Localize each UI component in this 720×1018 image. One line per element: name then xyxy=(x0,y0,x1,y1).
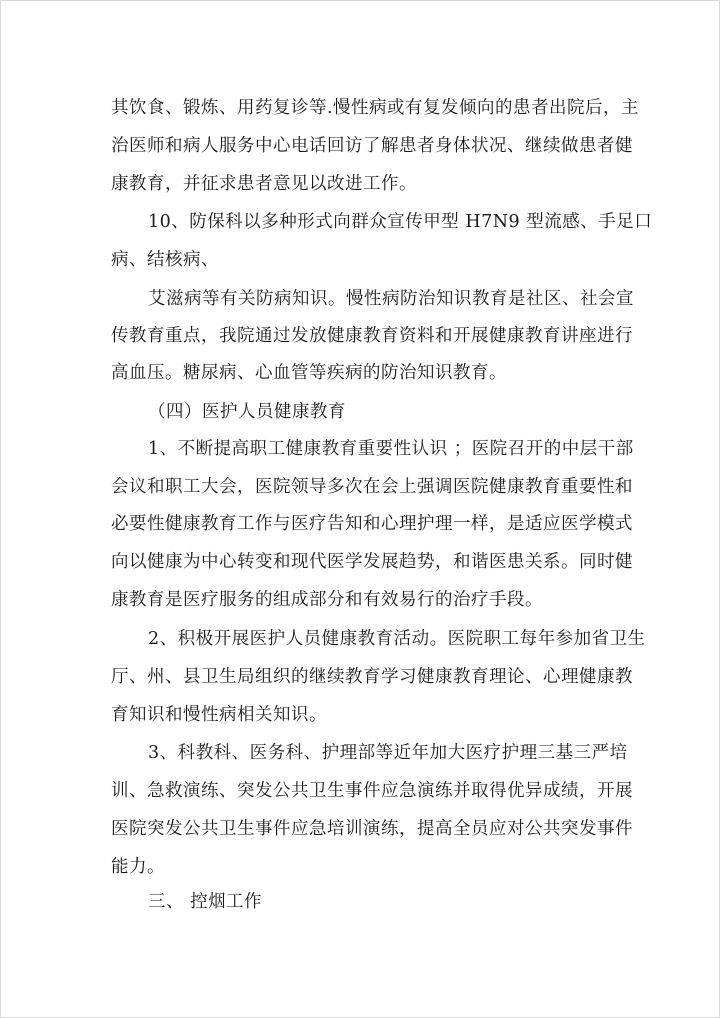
text-line: 治医师和病人服务中心电话回访了解患者身体状况、继续做患者健 xyxy=(111,136,633,156)
text-line: 必要性健康教育工作与医疗告知和心理护理一样，是适应医学模式 xyxy=(111,514,633,534)
text-line: 康教育是医疗服务的组成部分和有效易行的治疗手段。 xyxy=(111,590,543,610)
text-line: 其饮食、锻炼、用药复诊等.慢性病或有复发倾向的患者出院后，主 xyxy=(111,98,640,118)
text-line: 艾滋病等有关防病知识。慢性病防治知识教育是社区、社会宣 xyxy=(148,289,634,309)
text-line: 向以健康为中心转变和现代医学发展趋势，和谐医患关系。同时健 xyxy=(111,552,633,572)
text-line: 高血压。糖尿病、心血管等疾病的防治知识教育。 xyxy=(111,363,507,383)
text-line: 厅、州、县卫生局组织的继续教育学习健康教育理论、心理健康教 xyxy=(111,667,633,687)
text-line: 3、科教科、医务科、护理部等近年加大医疗护理三基三严培 xyxy=(148,743,628,763)
text-line: 1、不断提高职工健康教育重要性认识 ；医院召开的中层干部 xyxy=(148,439,634,459)
text-line: 10、防保科以多种形式向群众宣传甲型 H7N9 型流感、手足口 xyxy=(148,212,653,232)
text-line: 2、积极开展医护人员健康教育活动。医院职工每年参加省卫生 xyxy=(148,629,646,649)
text-line: 能力。 xyxy=(111,857,165,877)
text-line: 病、结核病、 xyxy=(111,250,219,270)
text-line: 医院突发公共卫生事件应急培训演练，提高全员应对公共突发事件 xyxy=(111,819,633,839)
text-line: 训、急救演练、突发公共卫生事件应急演练并取得优异成绩，开展 xyxy=(111,781,633,801)
text-line: 会议和职工大会，医院领导多次在会上强调医院健康教育重要性和 xyxy=(111,477,633,497)
section-heading: （四）医护人员健康教育 xyxy=(148,402,346,422)
section-heading: 三、 控烟工作 xyxy=(148,892,263,912)
text-line: 育知识和慢性病相关知识。 xyxy=(111,705,327,725)
text-line: 传教育重点，我院通过发放健康教育资料和开展健康教育讲座进行 xyxy=(111,326,633,346)
text-line: 康教育，并征求患者意见以改进工作。 xyxy=(111,174,417,194)
